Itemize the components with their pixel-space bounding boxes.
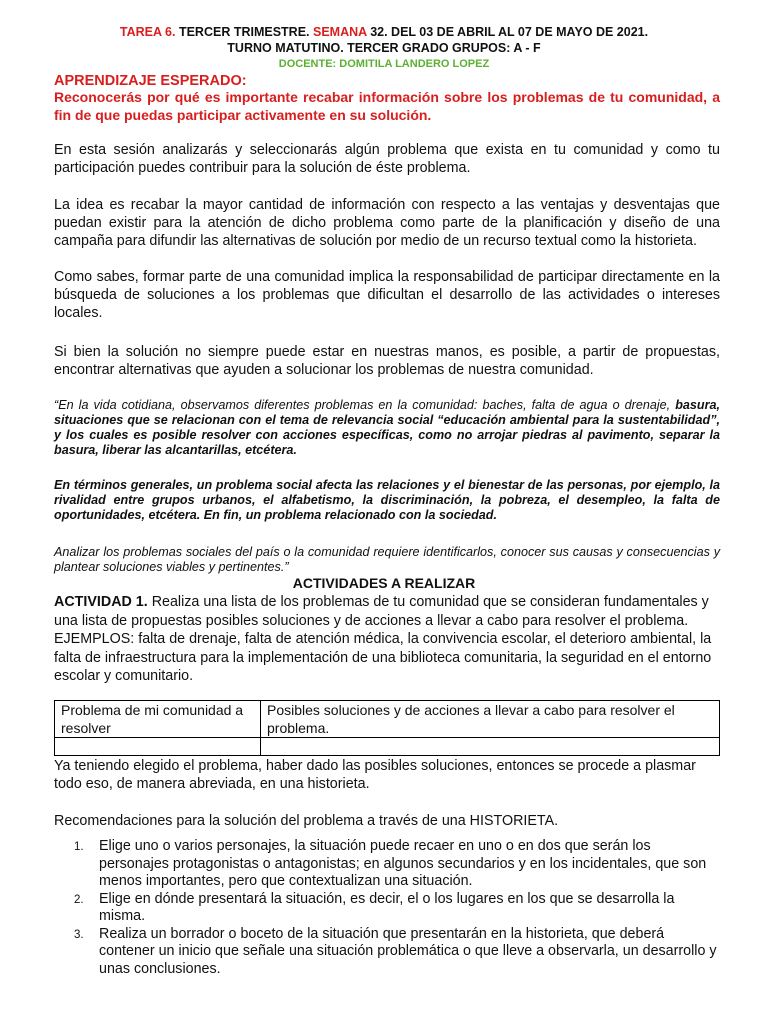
list-item-text: Elige en dónde presentará la situación, es decir, el o los lugares en los que se desarrolla la misma. bbox=[99, 890, 675, 924]
table-header-row bbox=[55, 701, 720, 738]
after-table-paragraph: Ya teniendo elegido el problema, haber dado las posibles soluciones, entonces se procede a plasmar todo eso, de manera abreviada, en una historieta. bbox=[54, 758, 696, 792]
paragraph-4: Si bien la solución no siempre puede estar en nuestras manos, es posible, a partir de propuestas, encontrar alternativas que ayuden a solucionar los problemas de nuestra comunidad. bbox=[54, 344, 720, 378]
paragraph-1: En esta sesión analizarás y seleccionarás algún problema que exista en tu comunidad y como tu participación puedes contribuir para la solución de éste problema. bbox=[54, 142, 720, 176]
list-item-number: 2. bbox=[74, 893, 84, 906]
semana-dates: 32. DEL 03 DE ABRIL AL 07 DE MAYO DE 2021. bbox=[370, 25, 649, 39]
table-cell-problem[interactable] bbox=[55, 738, 261, 756]
list-item-number: 1. bbox=[74, 841, 84, 853]
aprendizaje-body: Reconocerás por qué es importante recabar información sobre los problemas de tu comunidad, a fin de que puedas participar activamente en su solución. bbox=[54, 89, 720, 123]
table-cell-solutions[interactable] bbox=[261, 738, 720, 756]
table-header-problem: Problema de mi comunidad a resolver bbox=[55, 701, 261, 738]
list-item bbox=[58, 926, 720, 979]
list-item-text: Realiza un borrador o boceto de la situación que presentarán en la historieta, que deberá contener un inicio que señale una situación problemática o que lleve a observarla, un desarrollo y unas conclusiones. bbox=[99, 925, 717, 977]
list-item bbox=[58, 891, 720, 926]
quote-intro: “En la vida cotidiana, observamos diferentes problemas en la comunidad: baches, falta de agua o drenaje, bbox=[54, 398, 671, 412]
paragraph-2: La idea es recabar la mayor cantidad de información con respecto a las ventajas y desventajas que puedan existir para la atención de dicho problema como parte de la planificación y diseño de una campaña para difundir las alternativas de solución por medio de un recurso textual como la historieta. bbox=[54, 197, 720, 249]
tarea-label: TAREA 6. bbox=[119, 25, 176, 39]
list-item bbox=[58, 838, 720, 891]
quote-paragraph-1 bbox=[54, 398, 720, 458]
table-header-solutions: Posibles soluciones y de acciones a llevar a cabo para resolver el problema. bbox=[261, 701, 720, 738]
table-row bbox=[55, 738, 720, 756]
trimestre-label: TERCER TRIMESTRE. bbox=[178, 25, 310, 39]
actividades-title: ACTIVIDADES A REALIZAR bbox=[292, 575, 476, 591]
list-item-text: Elige uno o varios personajes, la situación puede recaer en uno o en dos que serán los personajes protagonistas o antagonistas; en algunos secundarios y en los incidentales, que son menos importantes, pero que contextualizan una situación. bbox=[99, 838, 707, 889]
list-item-number: 3. bbox=[74, 928, 84, 941]
actividad-1-label: ACTIVIDAD 1. bbox=[54, 594, 148, 610]
recomendaciones-intro: Recomendaciones para la solución del problema a través de una HISTORIETA. bbox=[54, 813, 559, 829]
actividad-1 bbox=[54, 593, 716, 686]
quote-paragraph-3: Analizar los problemas sociales del país o la comunidad requiere identificarlos, conocer sus causas y consecuencias y plantear soluciones viables y pertinentes.” bbox=[54, 545, 720, 574]
header-line-1 bbox=[0, 25, 768, 40]
aprendizaje-title: APRENDIZAJE ESPERADO: bbox=[54, 73, 247, 89]
recomendaciones-list bbox=[58, 838, 720, 978]
problem-solution-table bbox=[54, 700, 720, 756]
header-line-2: TURNO MATUTINO. TERCER GRADO GRUPOS: A - F bbox=[227, 41, 541, 55]
quote-bold: basura, situaciones que se relacionan con el tema de relevancia social “educación ambiental para la sustentabilidad”, y los cuales es posible resolver con acciones específicas, como no arrojar piedras al pavimento, separar la basura, liberar las alcantarillas, etcétera. bbox=[54, 398, 720, 457]
actividad-1-text: Realiza una lista de los problemas de tu comunidad que se consideran fundamentales y una lista de propuestas posibles soluciones y de acciones a llevar a cabo para resolver el problema. EJEMPLOS: falta de drenaje, falta de atención médica, la convivencia escolar, el deterioro ambiental, la falta de infraestructura para la implementación de una biblioteca comunitaria, la seguridad en el entorno escolar y comunitario. bbox=[54, 594, 712, 684]
paragraph-3: Como sabes, formar parte de una comunidad implica la responsabilidad de participar directamente en la búsqueda de soluciones a los problemas que dificultan el desarrollo de las actividades o intereses locales. bbox=[54, 269, 720, 321]
docente-line: DOCENTE: DOMITILA LANDERO LOPEZ bbox=[278, 58, 490, 70]
quote-paragraph-2: En términos generales, un problema social afecta las relaciones y el bienestar de las personas, por ejemplo, la rivalidad entre grupos urbanos, el alfabetismo, la discriminación, la pobreza, el desempleo, la falta de oportunidades, etcétera. En fin, un problema relacionado con la sociedad. bbox=[54, 478, 720, 522]
semana-label: SEMANA bbox=[313, 25, 367, 39]
